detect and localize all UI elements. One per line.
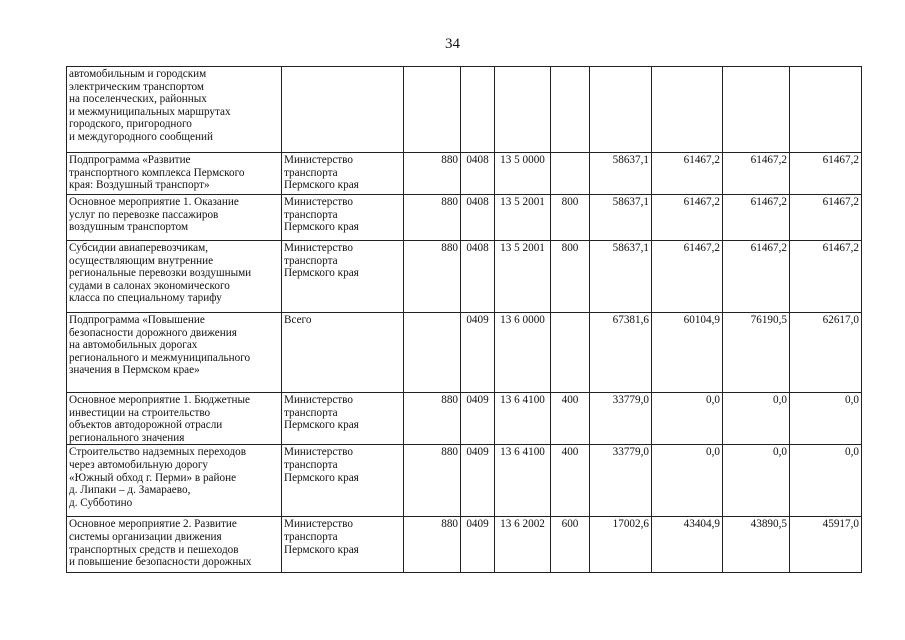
responsible-line: Пермского края [284, 419, 359, 432]
program-name-line: Основное мероприятие 2. Развитие [69, 518, 237, 531]
budget-table-body [67, 67, 862, 573]
program-name-line: региональные перевозки воздушными [69, 267, 252, 280]
cell-responsible [282, 313, 404, 393]
cell-program-name [67, 393, 282, 445]
cell-responsible [282, 241, 404, 313]
cell-responsible [282, 517, 404, 573]
program-name-line: Строительство надземных переходов [69, 446, 247, 459]
cell-year-3: 43890,5 [723, 517, 790, 573]
cell-year-1: 33779,0 [590, 445, 652, 517]
program-name-line: объектов автодорожной отрасли [69, 419, 223, 432]
program-name-line: Основное мероприятие 1. Бюджетные [69, 394, 250, 406]
cell-year-1: 67381,6 [590, 313, 652, 393]
cell-grbs: 880 [404, 241, 461, 313]
cell-year-4: 61467,2 [790, 153, 862, 195]
cell-program-name [67, 241, 282, 313]
cell-vr: 800 [551, 241, 590, 313]
cell-year-3: 61467,2 [723, 153, 790, 195]
responsible-line: Министерство [284, 446, 353, 459]
cell-section: 0409 [461, 445, 495, 517]
cell-year-1 [590, 67, 652, 153]
table-row [67, 517, 862, 573]
cell-grbs: 880 [404, 517, 461, 573]
table-row [67, 195, 862, 241]
table-row [67, 313, 862, 393]
cell-vr [551, 313, 590, 393]
responsible-line: транспорта [284, 208, 338, 221]
cell-vr [551, 67, 590, 153]
cell-year-4: 61467,2 [790, 241, 862, 313]
responsible-line: транспорта [284, 166, 338, 179]
responsible-line: Министерство [284, 242, 353, 254]
program-name-line: городского, пригородного [69, 118, 192, 131]
cell-year-1: 58637,1 [590, 153, 652, 195]
cell-program-name [67, 67, 282, 153]
program-name-line: воздушным транспортом [69, 221, 189, 234]
cell-year-4 [790, 67, 862, 153]
cell-year-2: 0,0 [652, 393, 723, 445]
cell-year-4: 45917,0 [790, 517, 862, 573]
program-name-line: д. Липаки – д. Замараево, [69, 484, 191, 497]
responsible-line: транспорта [284, 458, 338, 471]
program-name-line: регионального и межмуниципального [69, 351, 251, 364]
cell-responsible [282, 153, 404, 195]
responsible-line: Пермского края [284, 221, 359, 234]
cell-year-2: 61467,2 [652, 195, 723, 241]
program-name-line: Подпрограмма «Повышение [69, 314, 205, 326]
program-name-line: Субсидии авиаперевозчикам, [69, 242, 209, 254]
cell-year-4: 0,0 [790, 445, 862, 517]
budget-table [66, 66, 862, 573]
program-name-line: регионального значения [69, 431, 185, 444]
program-name-line: Основное мероприятие 1. Оказание [69, 196, 239, 208]
cell-year-3: 0,0 [723, 445, 790, 517]
cell-responsible [282, 393, 404, 445]
cell-program-name [67, 445, 282, 517]
program-name-line: на поселенческих, районных [69, 93, 207, 106]
cell-year-4: 62617,0 [790, 313, 862, 393]
cell-year-2: 43404,9 [652, 517, 723, 573]
program-name-line: значения в Пермском крае» [69, 364, 200, 377]
program-name-line: «Южный обход г. Перми» в районе [69, 471, 237, 484]
cell-year-1: 58637,1 [590, 195, 652, 241]
program-name-line: через автомобильную дорогу [69, 458, 209, 471]
program-name-line: класса по специальному тарифу [69, 292, 222, 305]
cell-target: 13 6 0000 [495, 313, 551, 393]
cell-responsible [282, 445, 404, 517]
program-name-line: и межмуниципальных маршрутах [69, 105, 231, 118]
program-name-line: Подпрограмма «Развитие [69, 154, 191, 166]
cell-vr: 600 [551, 517, 590, 573]
cell-program-name [67, 517, 282, 573]
program-name-line: судами в салонах экономического [69, 279, 230, 292]
cell-grbs [404, 67, 461, 153]
cell-vr: 800 [551, 195, 590, 241]
cell-section [461, 67, 495, 153]
cell-program-name [67, 153, 282, 195]
cell-section: 0408 [461, 153, 495, 195]
cell-section: 0409 [461, 517, 495, 573]
cell-target [495, 67, 551, 153]
cell-vr: 400 [551, 445, 590, 517]
program-name-line: края: Воздушный транспорт» [69, 179, 210, 192]
program-name-line: транспортных средств и пешеходов [69, 543, 239, 556]
program-name-line: услуг по перевозке пассажиров [69, 208, 219, 221]
cell-target: 13 6 2002 [495, 517, 551, 573]
responsible-line: транспорта [284, 406, 338, 419]
cell-grbs: 880 [404, 445, 461, 517]
cell-year-3: 61467,2 [723, 195, 790, 241]
cell-section: 0409 [461, 393, 495, 445]
responsible-line: Пермского края [284, 543, 359, 556]
cell-year-2: 0,0 [652, 445, 723, 517]
responsible-line: Пермского края [284, 179, 359, 192]
cell-vr [551, 153, 590, 195]
program-name-line: транспортного комплекса Пермского [69, 166, 245, 179]
table-row [67, 67, 862, 153]
cell-section: 0408 [461, 241, 495, 313]
responsible-line: Министерство [284, 196, 353, 208]
cell-year-2 [652, 67, 723, 153]
cell-target: 13 5 0000 [495, 153, 551, 195]
responsible-line: Всего [284, 314, 312, 326]
program-name-line: д. Субботино [69, 496, 133, 509]
cell-year-3: 61467,2 [723, 241, 790, 313]
responsible-line: Пермского края [284, 471, 359, 484]
program-name-line: системы организации движения [69, 530, 222, 543]
cell-grbs: 880 [404, 153, 461, 195]
program-name-line: и повышение безопасности дорожных [69, 556, 252, 569]
cell-year-4: 61467,2 [790, 195, 862, 241]
cell-target: 13 6 4100 [495, 445, 551, 517]
cell-program-name [67, 313, 282, 393]
cell-year-4: 0,0 [790, 393, 862, 445]
responsible-line: Министерство [284, 394, 353, 406]
cell-grbs: 880 [404, 393, 461, 445]
page-number: 34 [445, 36, 460, 52]
cell-year-1: 58637,1 [590, 241, 652, 313]
cell-target: 13 5 2001 [495, 195, 551, 241]
cell-grbs: 880 [404, 195, 461, 241]
program-name-line: на автомобильных дорогах [69, 339, 198, 352]
responsible-line: транспорта [284, 254, 338, 267]
cell-responsible [282, 67, 404, 153]
responsible-line: Министерство [284, 518, 353, 531]
cell-responsible [282, 195, 404, 241]
cell-year-3 [723, 67, 790, 153]
program-name-line: инвестиции на строительство [69, 406, 211, 419]
responsible-line: Министерство [284, 154, 353, 166]
program-name-line: автомобильным и городским [69, 68, 207, 80]
cell-section: 0408 [461, 195, 495, 241]
cell-target: 13 6 4100 [495, 393, 551, 445]
table-row [67, 241, 862, 313]
cell-year-1: 17002,6 [590, 517, 652, 573]
cell-grbs [404, 313, 461, 393]
table-row [67, 445, 862, 517]
cell-year-2: 60104,9 [652, 313, 723, 393]
table-row [67, 393, 862, 445]
table-row [67, 153, 862, 195]
cell-section: 0409 [461, 313, 495, 393]
cell-year-1: 33779,0 [590, 393, 652, 445]
cell-year-3: 0,0 [723, 393, 790, 445]
cell-year-3: 76190,5 [723, 313, 790, 393]
responsible-line: транспорта [284, 530, 338, 543]
program-name-line: безопасности дорожного движения [69, 326, 237, 339]
cell-vr: 400 [551, 393, 590, 445]
cell-target: 13 5 2001 [495, 241, 551, 313]
program-name-line: и междугородного сообщений [69, 130, 213, 143]
program-name-line: электрическим транспортом [69, 80, 204, 93]
cell-year-2: 61467,2 [652, 153, 723, 195]
cell-year-2: 61467,2 [652, 241, 723, 313]
responsible-line: Пермского края [284, 267, 359, 280]
cell-program-name [67, 195, 282, 241]
program-name-line: осуществляющим внутренние [69, 254, 214, 267]
